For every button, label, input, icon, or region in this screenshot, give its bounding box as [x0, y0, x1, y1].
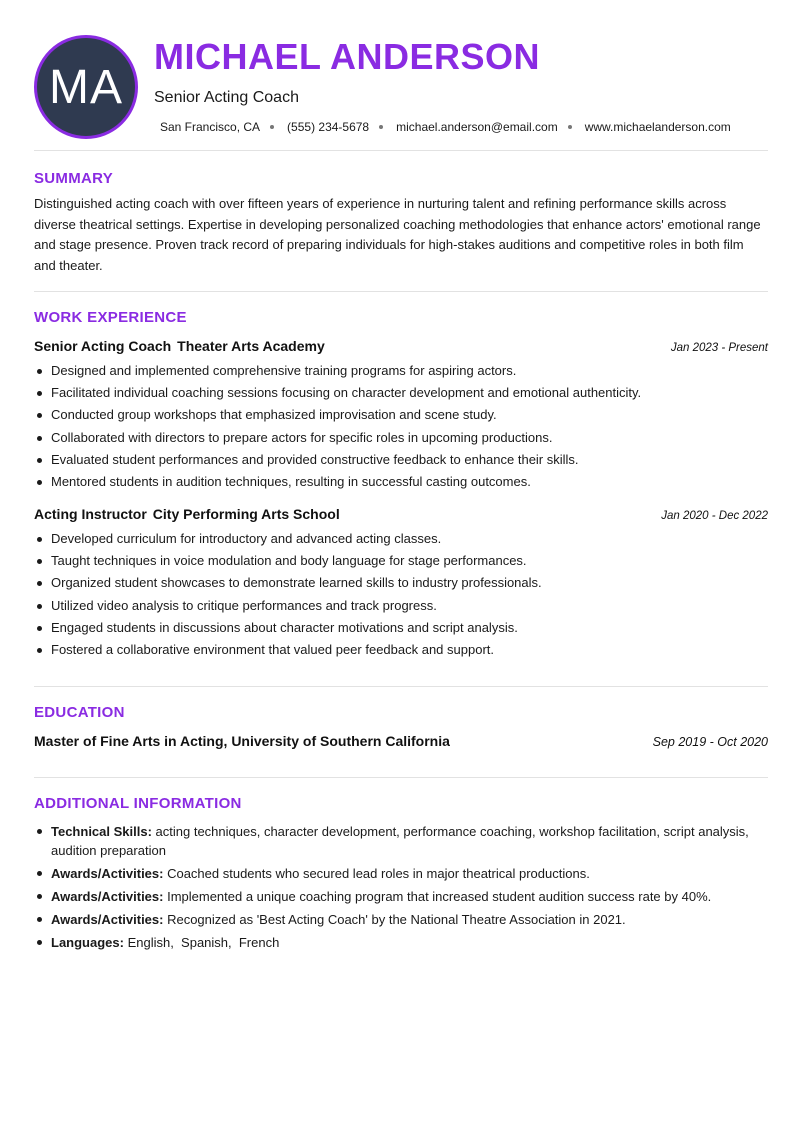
list-item: [34, 910, 768, 929]
contact-location: San Francisco, CA: [160, 120, 261, 134]
item-text: English, Spanish, French: [123, 935, 280, 950]
job-role: Acting Instructor: [34, 506, 147, 522]
avatar: [34, 35, 138, 139]
section-divider: [34, 150, 768, 151]
experience-heading: WORK EXPERIENCE: [34, 309, 187, 326]
list-item: Utilized video analysis to critique performances and track progress.: [34, 595, 768, 617]
education-heading: EDUCATION: [34, 704, 125, 721]
contact-bar: [160, 120, 731, 134]
additional-heading: ADDITIONAL INFORMATION: [34, 795, 242, 812]
item-text: Coached students who secured lead roles in major theatrical productions.: [163, 866, 590, 881]
education-dates: Sep 2019 - Oct 2020: [652, 735, 768, 749]
list-item: Facilitated individual coaching sessions focusing on character development and emotional authenticity.: [34, 382, 768, 404]
list-item: Engaged students in discussions about character motivations and script analysis.: [34, 617, 768, 639]
section-divider: [34, 291, 768, 292]
candidate-name: MICHAEL ANDERSON: [154, 36, 541, 77]
item-text: acting techniques, character development, performance coaching, workshop facilitation, script analysis, audition preparation: [51, 824, 749, 858]
separator-dot-icon: [379, 125, 383, 129]
list-item: Mentored students in audition techniques, resulting in successful casting outcomes.: [34, 471, 768, 493]
job-org: Theater Arts Academy: [177, 338, 325, 354]
item-label: Technical Skills:: [51, 824, 152, 839]
section-divider: [34, 777, 768, 778]
education-entry: [34, 733, 768, 749]
item-label: Awards/Activities:: [51, 889, 164, 904]
list-item: Evaluated student performances and provided constructive feedback to enhance their skills.: [34, 449, 768, 471]
job-header: [34, 338, 768, 354]
item-text: Recognized as 'Best Acting Coach' by the National Theatre Association in 2021.: [163, 912, 626, 927]
job-dates: Jan 2023 - Present: [670, 342, 768, 354]
job-dates: Jan 2020 - Dec 2022: [661, 510, 768, 522]
list-item: [34, 887, 768, 906]
contact-website[interactable]: www.michaelanderson.com: [584, 120, 731, 134]
list-item: Designed and implemented comprehensive training programs for aspiring actors.: [34, 360, 768, 382]
summary-heading: SUMMARY: [34, 170, 114, 187]
list-item: Conducted group workshops that emphasized improvisation and scene study.: [34, 404, 768, 426]
education-degree: Master of Fine Arts in Acting, University of Southern California: [34, 733, 450, 749]
item-label: Awards/Activities:: [51, 866, 164, 881]
job-header: [34, 506, 768, 522]
job-org: City Performing Arts School: [152, 506, 340, 522]
list-item: [34, 822, 768, 860]
section-divider: [34, 686, 768, 687]
separator-dot-icon: [270, 125, 274, 129]
contact-email[interactable]: michael.anderson@email.com: [396, 120, 558, 134]
additional-list: [34, 822, 768, 956]
job-bullets: [34, 360, 768, 493]
item-label: Languages:: [51, 935, 124, 950]
job-role: Senior Acting Coach: [34, 338, 172, 354]
list-item: Developed curriculum for introductory and advanced acting classes.: [34, 528, 768, 550]
item-text: Implemented a unique coaching program that increased student audition success rate by 40%.: [163, 889, 712, 904]
job-bullets: [34, 528, 768, 661]
item-label: Awards/Activities:: [51, 912, 164, 927]
contact-phone: (555) 234-5678: [287, 120, 370, 134]
list-item: Fostered a collaborative environment that valued peer feedback and support.: [34, 639, 768, 661]
resume-page: [34, 0, 768, 1130]
job-title: [34, 506, 340, 522]
separator-dot-icon: [568, 125, 572, 129]
list-item: Organized student showcases to demonstrate learned skills to industry professionals.: [34, 572, 768, 594]
summary-text: Distinguished acting coach with over fifteen years of experience in nurturing talent and refining performance skills across diverse theatrical settings. Expertise in developing personalized coaching methodologies that enhance actors' emotional range and stage presence. Proven track record of preparing individuals for high-stakes auditions and competitive roles in both film and theater.: [34, 196, 761, 274]
list-item: Collaborated with directors to prepare actors for specific roles in upcoming productions.: [34, 427, 768, 449]
list-item: Taught techniques in voice modulation and body language for stage performances.: [34, 550, 768, 572]
job-title: [34, 338, 325, 354]
list-item: [34, 933, 768, 952]
avatar-initials: MA: [49, 60, 123, 114]
candidate-title: Senior Acting Coach: [154, 89, 299, 106]
list-item: [34, 864, 768, 883]
